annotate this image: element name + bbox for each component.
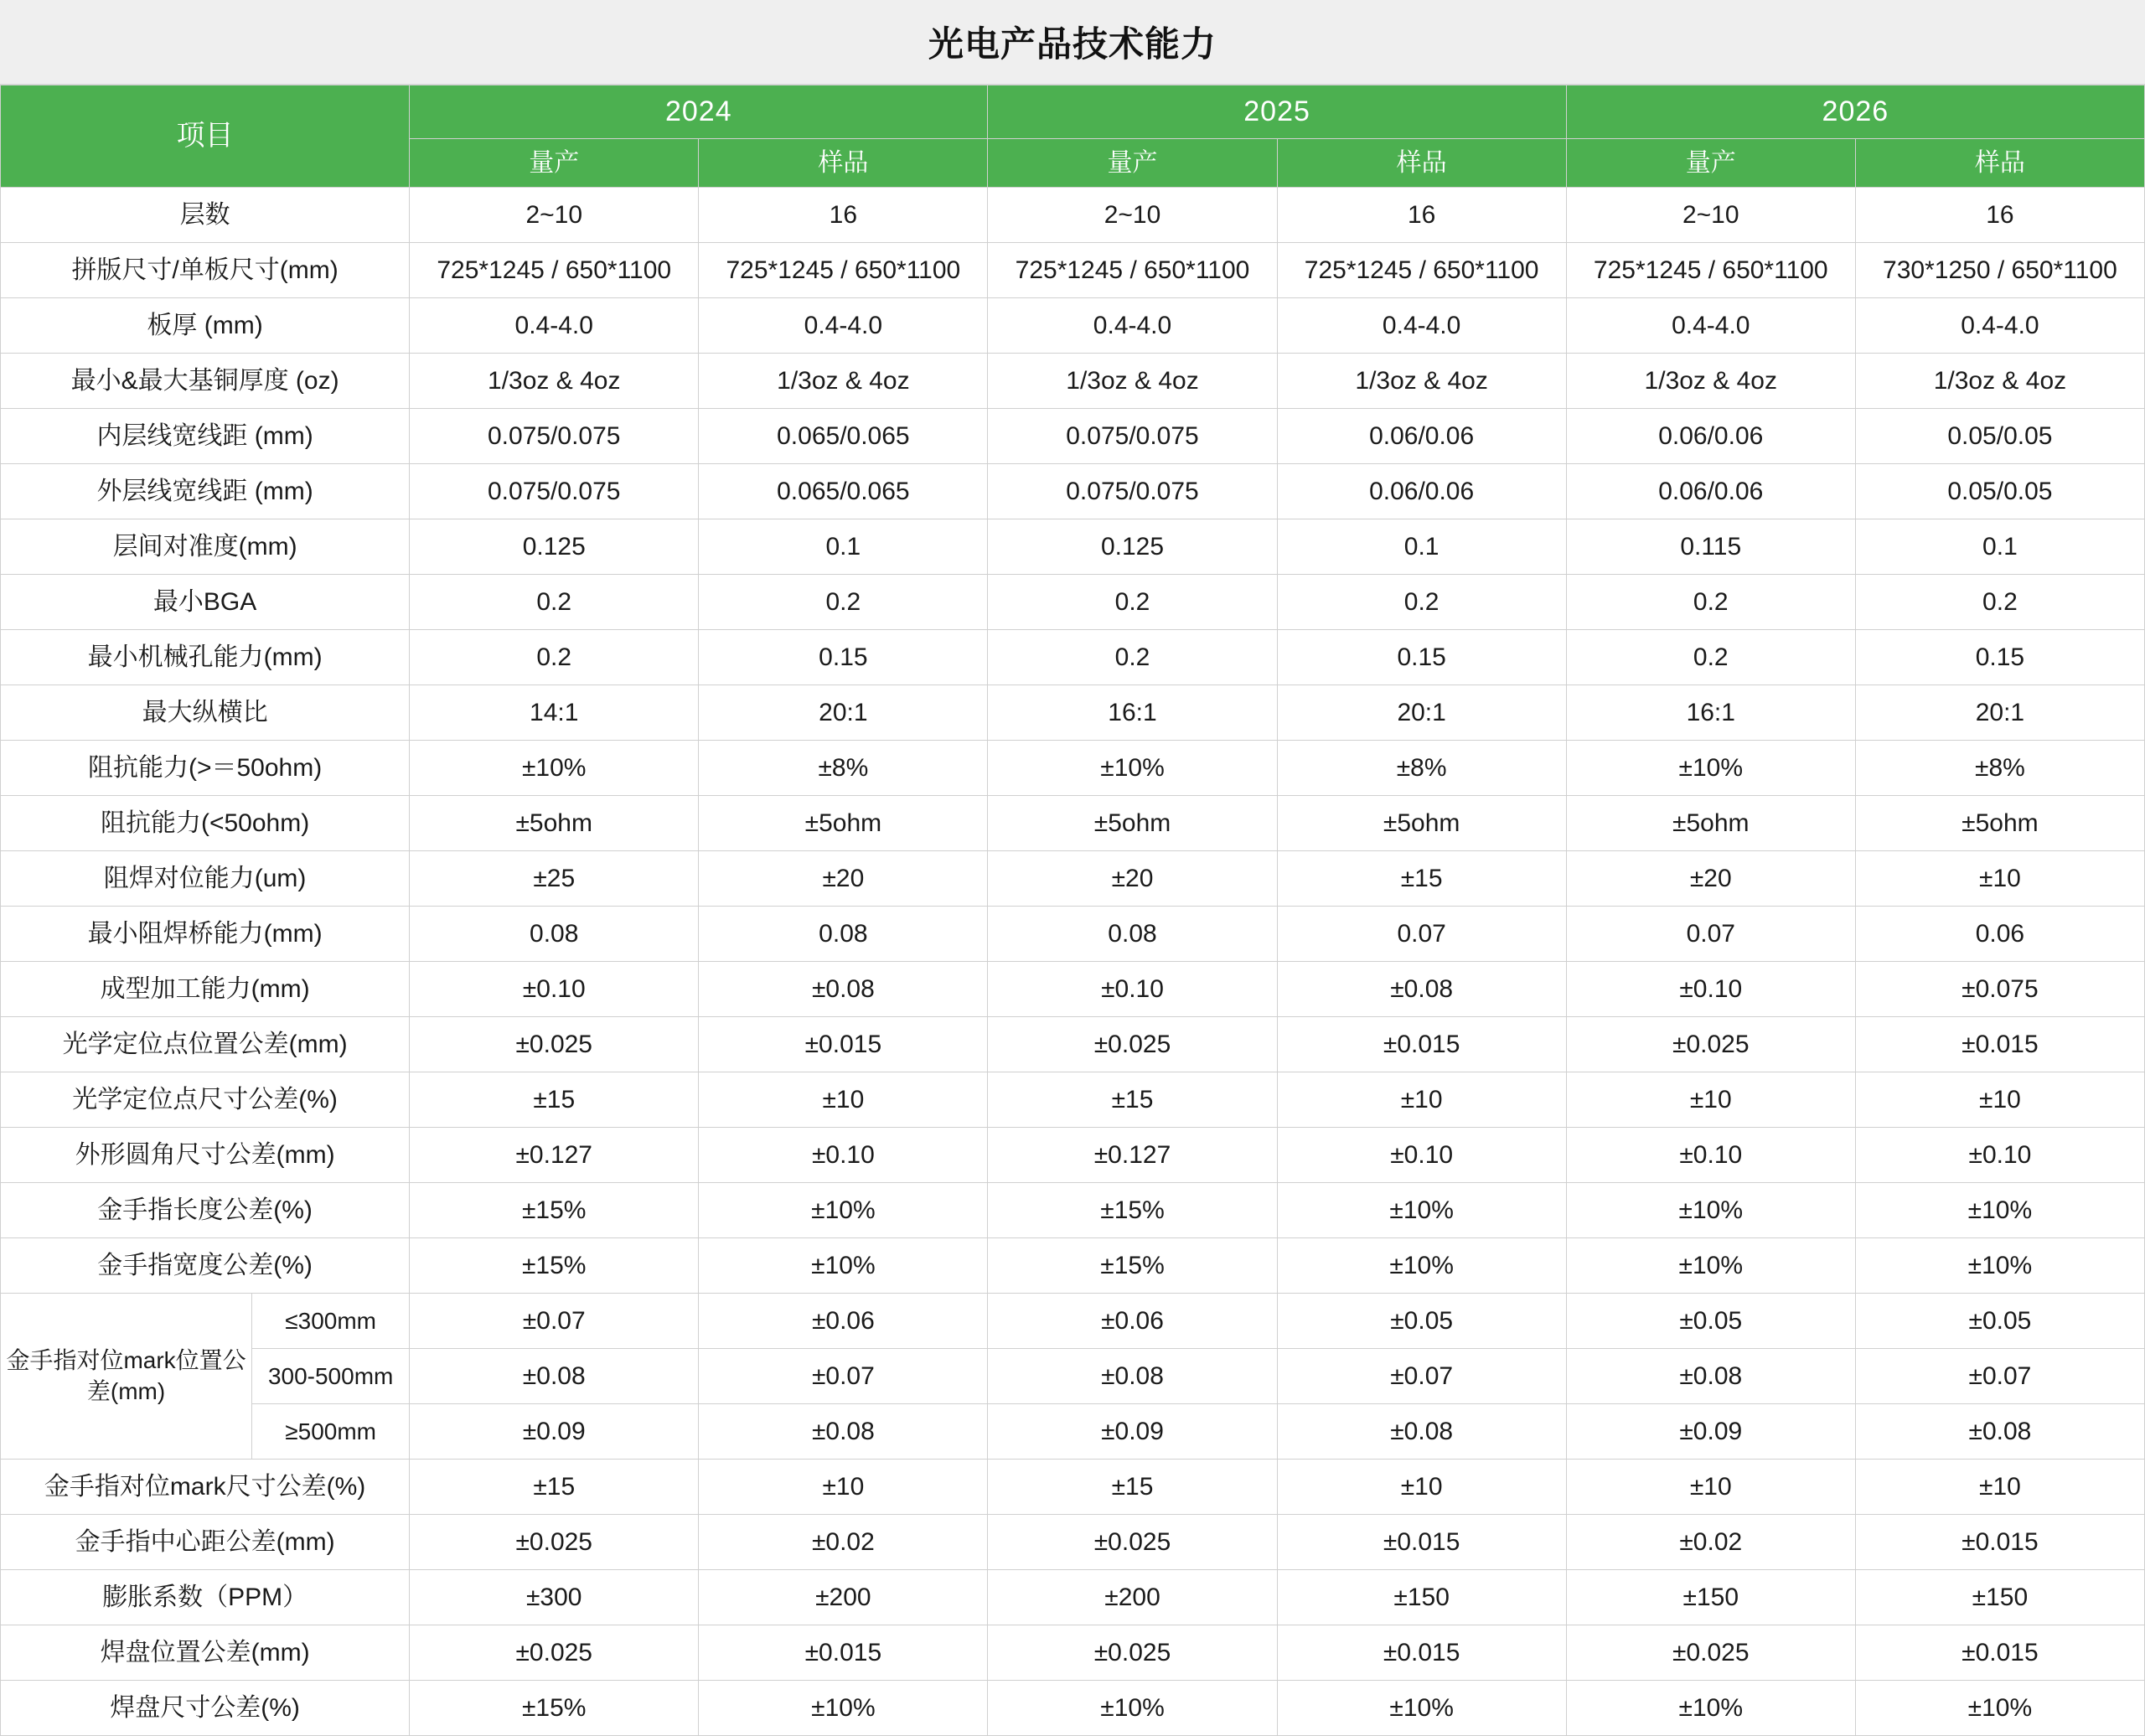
table-row: [1, 1017, 2145, 1072]
cell-value: 0.06/0.06: [1277, 464, 1566, 519]
cell-value: 0.075/0.075: [410, 409, 699, 464]
cell-value: 16:1: [1566, 685, 1855, 741]
cell-value: 0.15: [1277, 630, 1566, 685]
cell-value: ±0.015: [699, 1625, 988, 1681]
cell-value: ±8%: [1277, 741, 1566, 796]
cell-value: ±0.10: [1277, 1128, 1566, 1183]
cell-value: 0.2: [1277, 575, 1566, 630]
cell-value: ±150: [1566, 1570, 1855, 1625]
table-row: [1, 1072, 2145, 1128]
header-year-2026: 2026: [1566, 85, 2144, 139]
cell-value: ±8%: [1855, 741, 2144, 796]
cell-value: 0.05/0.05: [1855, 464, 2144, 519]
row-label: 阻抗能力(>＝50ohm): [1, 741, 410, 796]
cell-value: ±10%: [1855, 1681, 2144, 1736]
cell-value: ±0.08: [410, 1349, 699, 1404]
table-row: [1, 1681, 2145, 1736]
cell-value: ±10: [1277, 1072, 1566, 1128]
cell-value: 0.2: [699, 575, 988, 630]
cell-value: ±0.06: [988, 1294, 1277, 1349]
row-label: 最小机械孔能力(mm): [1, 630, 410, 685]
cell-value: ±0.015: [1855, 1017, 2144, 1072]
cell-value: ±5ohm: [1566, 796, 1855, 851]
cell-value: ±10: [1855, 1460, 2144, 1515]
table-row-group: [1, 1404, 2145, 1460]
table-row: [1, 243, 2145, 298]
cell-value: ±10: [1855, 1072, 2144, 1128]
cell-value: 0.06/0.06: [1566, 464, 1855, 519]
cell-value: ±15: [988, 1460, 1277, 1515]
cell-value: 2~10: [410, 188, 699, 243]
cell-value: ±0.09: [410, 1404, 699, 1460]
cell-value: ±0.08: [1855, 1404, 2144, 1460]
spec-table: [0, 85, 2145, 1736]
cell-value: ±150: [1277, 1570, 1566, 1625]
cell-value: 1/3oz & 4oz: [1855, 354, 2144, 409]
row-label: 膨胀系数（PPM）: [1, 1570, 410, 1625]
cell-value: ±0.08: [699, 1404, 988, 1460]
cell-value: ±0.127: [410, 1128, 699, 1183]
cell-value: ±5ohm: [699, 796, 988, 851]
table-row: [1, 685, 2145, 741]
header-sub-2024-mass: 量产: [410, 138, 699, 188]
cell-value: ±0.015: [1277, 1017, 1566, 1072]
table-row: [1, 575, 2145, 630]
header-item: 项目: [1, 85, 410, 188]
row-label: 焊盘位置公差(mm): [1, 1625, 410, 1681]
cell-value: ±0.10: [410, 962, 699, 1017]
cell-value: ±10%: [988, 1681, 1277, 1736]
table-row: [1, 464, 2145, 519]
cell-value: ±20: [988, 851, 1277, 907]
cell-value: ±0.015: [699, 1017, 988, 1072]
cell-value: ±10%: [699, 1681, 988, 1736]
row-label: 金手指长度公差(%): [1, 1183, 410, 1238]
cell-value: ±0.025: [988, 1515, 1277, 1570]
cell-value: ±20: [1566, 851, 1855, 907]
cell-value: ±0.02: [699, 1515, 988, 1570]
cell-value: ±0.025: [988, 1017, 1277, 1072]
cell-value: ±0.10: [1566, 1128, 1855, 1183]
cell-value: 0.2: [1566, 575, 1855, 630]
row-label: 成型加工能力(mm): [1, 962, 410, 1017]
cell-value: ±10%: [699, 1183, 988, 1238]
cell-value: 1/3oz & 4oz: [1277, 354, 1566, 409]
cell-value: ±10%: [1566, 741, 1855, 796]
cell-value: ±0.05: [1566, 1294, 1855, 1349]
cell-value: ±15%: [988, 1183, 1277, 1238]
row-label: 板厚 (mm): [1, 298, 410, 354]
table-row: [1, 519, 2145, 575]
cell-value: ±15%: [410, 1183, 699, 1238]
row-label: 金手指宽度公差(%): [1, 1238, 410, 1294]
cell-value: ±0.08: [1566, 1349, 1855, 1404]
row-label: 阻抗能力(<50ohm): [1, 796, 410, 851]
cell-value: ±0.10: [1566, 962, 1855, 1017]
cell-value: ±10%: [1277, 1238, 1566, 1294]
cell-value: ±5ohm: [1855, 796, 2144, 851]
cell-value: ±0.025: [410, 1017, 699, 1072]
cell-value: 2~10: [988, 188, 1277, 243]
header-sub-2024-sample: 样品: [699, 138, 988, 188]
cell-value: ±0.10: [699, 1128, 988, 1183]
table-row: [1, 907, 2145, 962]
row-label: 内层线宽线距 (mm): [1, 409, 410, 464]
cell-value: ±200: [988, 1570, 1277, 1625]
row-label: 光学定位点尺寸公差(%): [1, 1072, 410, 1128]
cell-value: 1/3oz & 4oz: [410, 354, 699, 409]
cell-value: 0.075/0.075: [410, 464, 699, 519]
row-label: 光学定位点位置公差(mm): [1, 1017, 410, 1072]
cell-value: 20:1: [1855, 685, 2144, 741]
cell-value: ±0.09: [988, 1404, 1277, 1460]
cell-value: ±0.025: [1566, 1625, 1855, 1681]
table-row: [1, 1238, 2145, 1294]
cell-value: ±0.02: [1566, 1515, 1855, 1570]
cell-value: 1/3oz & 4oz: [1566, 354, 1855, 409]
row-label: 金手指中心距公差(mm): [1, 1515, 410, 1570]
cell-value: ±10: [1277, 1460, 1566, 1515]
cell-value: ±10: [1855, 851, 2144, 907]
cell-value: ±15: [988, 1072, 1277, 1128]
cell-value: ±0.015: [1277, 1515, 1566, 1570]
cell-value: ±8%: [699, 741, 988, 796]
cell-value: 0.1: [699, 519, 988, 575]
table-row: [1, 851, 2145, 907]
header-sub-2026-mass: 量产: [1566, 138, 1855, 188]
title-bar: [0, 0, 2145, 85]
header-sub-2026-sample: 样品: [1855, 138, 2144, 188]
cell-value: 725*1245 / 650*1100: [699, 243, 988, 298]
cell-value: 0.4-4.0: [1855, 298, 2144, 354]
cell-value: 0.1: [1855, 519, 2144, 575]
cell-value: ±5ohm: [1277, 796, 1566, 851]
cell-value: 2~10: [1566, 188, 1855, 243]
cell-value: 0.1: [1277, 519, 1566, 575]
cell-value: ±15: [1277, 851, 1566, 907]
cell-value: ±0.07: [410, 1294, 699, 1349]
table-row: [1, 409, 2145, 464]
cell-value: 0.07: [1277, 907, 1566, 962]
cell-value: ±10%: [988, 741, 1277, 796]
cell-value: ±0.015: [1277, 1625, 1566, 1681]
table-row: [1, 1570, 2145, 1625]
cell-value: 0.125: [410, 519, 699, 575]
cell-value: ±0.06: [699, 1294, 988, 1349]
cell-value: 0.065/0.065: [699, 409, 988, 464]
cell-value: ±0.08: [1277, 962, 1566, 1017]
cell-value: ±0.08: [988, 1349, 1277, 1404]
row-label: 金手指对位mark尺寸公差(%): [1, 1460, 410, 1515]
cell-value: ±150: [1855, 1570, 2144, 1625]
row-label: 外层线宽线距 (mm): [1, 464, 410, 519]
cell-value: 16: [1277, 188, 1566, 243]
table-head: [1, 85, 2145, 188]
table-row: [1, 630, 2145, 685]
cell-value: ±200: [699, 1570, 988, 1625]
row-label: 外形圆角尺寸公差(mm): [1, 1128, 410, 1183]
cell-value: 0.065/0.065: [699, 464, 988, 519]
cell-value: 0.075/0.075: [988, 464, 1277, 519]
cell-value: ±10: [1566, 1460, 1855, 1515]
header-year-2024: 2024: [410, 85, 988, 139]
header-year-2025: 2025: [988, 85, 1566, 139]
cell-value: 0.2: [1855, 575, 2144, 630]
table-row: [1, 1183, 2145, 1238]
cell-value: ±15: [410, 1072, 699, 1128]
cell-value: ±10: [699, 1072, 988, 1128]
group-sub-label: 300-500mm: [252, 1349, 410, 1404]
cell-value: 0.08: [410, 907, 699, 962]
cell-value: ±10%: [699, 1238, 988, 1294]
cell-value: 1/3oz & 4oz: [699, 354, 988, 409]
cell-value: ±15%: [988, 1238, 1277, 1294]
row-label: 层数: [1, 188, 410, 243]
cell-value: ±5ohm: [988, 796, 1277, 851]
row-label: 最小&最大基铜厚度 (oz): [1, 354, 410, 409]
cell-value: ±10%: [1277, 1183, 1566, 1238]
cell-value: 0.4-4.0: [699, 298, 988, 354]
cell-value: 725*1245 / 650*1100: [1277, 243, 1566, 298]
cell-value: ±10%: [1855, 1238, 2144, 1294]
cell-value: ±10%: [1566, 1238, 1855, 1294]
cell-value: 0.2: [410, 630, 699, 685]
cell-value: 0.06: [1855, 907, 2144, 962]
cell-value: ±0.127: [988, 1128, 1277, 1183]
cell-value: ±10%: [1855, 1183, 2144, 1238]
cell-value: 0.125: [988, 519, 1277, 575]
table-row: [1, 188, 2145, 243]
cell-value: 0.07: [1566, 907, 1855, 962]
cell-value: 0.4-4.0: [410, 298, 699, 354]
cell-value: 0.05/0.05: [1855, 409, 2144, 464]
cell-value: 0.4-4.0: [1277, 298, 1566, 354]
row-label: 最小阻焊桥能力(mm): [1, 907, 410, 962]
cell-value: ±0.015: [1855, 1515, 2144, 1570]
cell-value: 0.4-4.0: [988, 298, 1277, 354]
cell-value: 0.2: [988, 575, 1277, 630]
table-row: [1, 1460, 2145, 1515]
cell-value: 730*1250 / 650*1100: [1855, 243, 2144, 298]
cell-value: ±0.05: [1277, 1294, 1566, 1349]
cell-value: ±0.07: [1855, 1349, 2144, 1404]
cell-value: ±10: [699, 1460, 988, 1515]
cell-value: 0.06/0.06: [1566, 409, 1855, 464]
table-body: [1, 188, 2145, 1736]
page-title: 光电产品技术能力: [928, 24, 1217, 64]
cell-value: ±0.07: [1277, 1349, 1566, 1404]
table-row: [1, 1625, 2145, 1681]
table-row-group: [1, 1349, 2145, 1404]
cell-value: ±0.05: [1855, 1294, 2144, 1349]
cell-value: 20:1: [699, 685, 988, 741]
group-sub-label: ≤300mm: [252, 1294, 410, 1349]
cell-value: ±0.015: [1855, 1625, 2144, 1681]
cell-value: ±0.075: [1855, 962, 2144, 1017]
cell-value: ±10: [1566, 1072, 1855, 1128]
row-label: 最大纵横比: [1, 685, 410, 741]
cell-value: ±300: [410, 1570, 699, 1625]
cell-value: 0.4-4.0: [1566, 298, 1855, 354]
table-row: [1, 796, 2145, 851]
cell-value: ±15%: [410, 1238, 699, 1294]
table-row: [1, 962, 2145, 1017]
cell-value: ±5ohm: [410, 796, 699, 851]
row-label: 焊盘尺寸公差(%): [1, 1681, 410, 1736]
cell-value: ±0.08: [699, 962, 988, 1017]
table-row: [1, 354, 2145, 409]
group-sub-label: ≥500mm: [252, 1404, 410, 1460]
cell-value: ±10%: [1277, 1681, 1566, 1736]
cell-value: 0.115: [1566, 519, 1855, 575]
row-label: 阻焊对位能力(um): [1, 851, 410, 907]
table-row-group-first: [1, 1294, 2145, 1349]
cell-value: 0.15: [699, 630, 988, 685]
row-label: 最小BGA: [1, 575, 410, 630]
cell-value: 16:1: [988, 685, 1277, 741]
cell-value: ±25: [410, 851, 699, 907]
cell-value: 0.06/0.06: [1277, 409, 1566, 464]
cell-value: ±0.09: [1566, 1404, 1855, 1460]
cell-value: 0.08: [988, 907, 1277, 962]
cell-value: ±15: [410, 1460, 699, 1515]
cell-value: ±10%: [1566, 1183, 1855, 1238]
table-row: [1, 1128, 2145, 1183]
cell-value: ±0.10: [988, 962, 1277, 1017]
cell-value: 725*1245 / 650*1100: [988, 243, 1277, 298]
cell-value: 0.08: [699, 907, 988, 962]
cell-value: ±10%: [410, 741, 699, 796]
group-row-label: 金手指对位mark位置公差(mm): [1, 1294, 252, 1460]
cell-value: 16: [699, 188, 988, 243]
cell-value: ±0.10: [1855, 1128, 2144, 1183]
table-row: [1, 1515, 2145, 1570]
cell-value: ±15%: [410, 1681, 699, 1736]
cell-value: ±0.025: [410, 1625, 699, 1681]
cell-value: 0.075/0.075: [988, 409, 1277, 464]
header-sub-2025-sample: 样品: [1277, 138, 1566, 188]
cell-value: 0.2: [988, 630, 1277, 685]
header-sub-2025-mass: 量产: [988, 138, 1277, 188]
cell-value: 725*1245 / 650*1100: [410, 243, 699, 298]
cell-value: 725*1245 / 650*1100: [1566, 243, 1855, 298]
cell-value: 0.2: [1566, 630, 1855, 685]
cell-value: 0.15: [1855, 630, 2144, 685]
cell-value: ±20: [699, 851, 988, 907]
cell-value: 14:1: [410, 685, 699, 741]
cell-value: 16: [1855, 188, 2144, 243]
cell-value: 20:1: [1277, 685, 1566, 741]
row-label: 拼版尺寸/单板尺寸(mm): [1, 243, 410, 298]
cell-value: ±10%: [1566, 1681, 1855, 1736]
header-row-year: [1, 85, 2145, 139]
cell-value: 1/3oz & 4oz: [988, 354, 1277, 409]
cell-value: ±0.07: [699, 1349, 988, 1404]
row-label: 层间对准度(mm): [1, 519, 410, 575]
cell-value: ±0.025: [410, 1515, 699, 1570]
table-row: [1, 298, 2145, 354]
cell-value: ±0.025: [1566, 1017, 1855, 1072]
cell-value: ±0.025: [988, 1625, 1277, 1681]
table-row: [1, 741, 2145, 796]
cell-value: 0.2: [410, 575, 699, 630]
cell-value: ±0.08: [1277, 1404, 1566, 1460]
